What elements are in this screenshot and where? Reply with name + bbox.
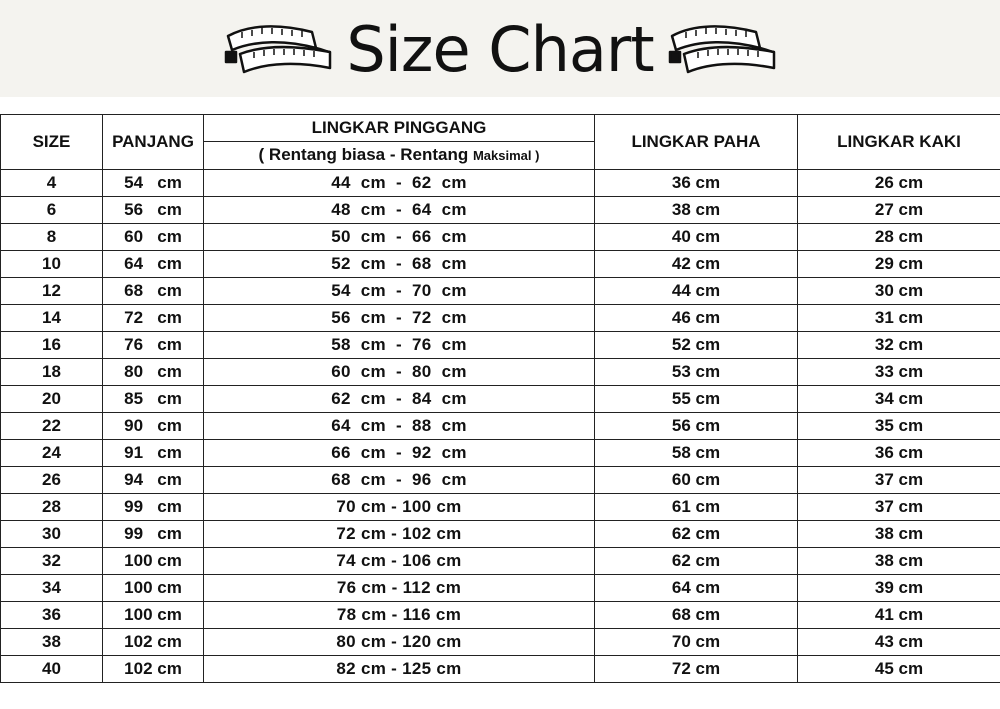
header-lingkar-paha: LINGKAR PAHA: [595, 115, 798, 170]
cell-lingkar-paha: 53 cm: [595, 359, 798, 386]
header-waist-range-note: [204, 142, 595, 170]
cell-lingkar-kaki: 39 cm: [798, 575, 1000, 602]
cell-panjang: 99 cm: [103, 494, 204, 521]
cell-lingkar-paha: 68 cm: [595, 602, 798, 629]
cell-lingkar-paha: 70 cm: [595, 629, 798, 656]
cell-panjang: 102 cm: [103, 656, 204, 683]
cell-lingkar-kaki: 31 cm: [798, 305, 1000, 332]
cell-lingkar-pinggang: 66 cm - 92 cm: [204, 440, 595, 467]
cell-lingkar-kaki: 33 cm: [798, 359, 1000, 386]
cell-lingkar-kaki: 41 cm: [798, 602, 1000, 629]
table-body: [1, 170, 1000, 683]
cell-lingkar-pinggang: 74 cm - 106 cm: [204, 548, 595, 575]
cell-lingkar-paha: 61 cm: [595, 494, 798, 521]
cell-size: 38: [1, 629, 103, 656]
cell-size: 32: [1, 548, 103, 575]
cell-lingkar-kaki: 36 cm: [798, 440, 1000, 467]
cell-lingkar-paha: 62 cm: [595, 521, 798, 548]
cell-panjang: 90 cm: [103, 413, 204, 440]
table-row: [1, 170, 1000, 197]
cell-lingkar-kaki: 37 cm: [798, 467, 1000, 494]
cell-lingkar-kaki: 28 cm: [798, 224, 1000, 251]
cell-size: 14: [1, 305, 103, 332]
cell-lingkar-kaki: 37 cm: [798, 494, 1000, 521]
cell-size: 8: [1, 224, 103, 251]
cell-lingkar-pinggang: 72 cm - 102 cm: [204, 521, 595, 548]
cell-size: 4: [1, 170, 103, 197]
cell-lingkar-pinggang: 78 cm - 116 cm: [204, 602, 595, 629]
cell-size: 40: [1, 656, 103, 683]
cell-lingkar-paha: 72 cm: [595, 656, 798, 683]
cell-lingkar-pinggang: 62 cm - 84 cm: [204, 386, 595, 413]
cell-size: 6: [1, 197, 103, 224]
cell-size: 18: [1, 359, 103, 386]
cell-lingkar-pinggang: 76 cm - 112 cm: [204, 575, 595, 602]
table-row: [1, 413, 1000, 440]
cell-lingkar-paha: 55 cm: [595, 386, 798, 413]
cell-lingkar-paha: 62 cm: [595, 548, 798, 575]
cell-lingkar-paha: 38 cm: [595, 197, 798, 224]
cell-lingkar-kaki: 35 cm: [798, 413, 1000, 440]
cell-lingkar-pinggang: 52 cm - 68 cm: [204, 251, 595, 278]
cell-size: 20: [1, 386, 103, 413]
cell-lingkar-paha: 52 cm: [595, 332, 798, 359]
header-lingkar-pinggang: LINGKAR PINGGANG: [204, 115, 595, 142]
cell-panjang: 85 cm: [103, 386, 204, 413]
table-row: [1, 386, 1000, 413]
cell-lingkar-pinggang: 70 cm - 100 cm: [204, 494, 595, 521]
cell-panjang: 99 cm: [103, 521, 204, 548]
cell-lingkar-kaki: 29 cm: [798, 251, 1000, 278]
cell-size: 36: [1, 602, 103, 629]
cell-lingkar-pinggang: 50 cm - 66 cm: [204, 224, 595, 251]
table-row: [1, 629, 1000, 656]
table-row: [1, 494, 1000, 521]
cell-lingkar-pinggang: 58 cm - 76 cm: [204, 332, 595, 359]
size-chart-table: [0, 114, 1000, 683]
cell-lingkar-paha: 58 cm: [595, 440, 798, 467]
cell-lingkar-pinggang: 44 cm - 62 cm: [204, 170, 595, 197]
cell-panjang: 100 cm: [103, 548, 204, 575]
table-row: [1, 197, 1000, 224]
table-row: [1, 602, 1000, 629]
cell-lingkar-paha: 36 cm: [595, 170, 798, 197]
cell-size: 24: [1, 440, 103, 467]
cell-panjang: 100 cm: [103, 602, 204, 629]
table-row: [1, 278, 1000, 305]
cell-lingkar-kaki: 38 cm: [798, 521, 1000, 548]
measuring-tape-icon: [664, 22, 780, 84]
table-row: [1, 521, 1000, 548]
cell-lingkar-paha: 56 cm: [595, 413, 798, 440]
cell-lingkar-paha: 60 cm: [595, 467, 798, 494]
cell-lingkar-pinggang: 60 cm - 80 cm: [204, 359, 595, 386]
cell-lingkar-pinggang: 68 cm - 96 cm: [204, 467, 595, 494]
page-title: Size Chart: [346, 13, 654, 86]
cell-lingkar-paha: 64 cm: [595, 575, 798, 602]
table-row: [1, 224, 1000, 251]
table-row: [1, 548, 1000, 575]
cell-lingkar-kaki: 32 cm: [798, 332, 1000, 359]
cell-lingkar-pinggang: 56 cm - 72 cm: [204, 305, 595, 332]
cell-lingkar-pinggang: 80 cm - 120 cm: [204, 629, 595, 656]
cell-lingkar-kaki: 45 cm: [798, 656, 1000, 683]
cell-lingkar-kaki: 30 cm: [798, 278, 1000, 305]
cell-panjang: 60 cm: [103, 224, 204, 251]
cell-panjang: 94 cm: [103, 467, 204, 494]
cell-size: 16: [1, 332, 103, 359]
table-row: [1, 305, 1000, 332]
cell-panjang: 68 cm: [103, 278, 204, 305]
cell-lingkar-paha: 40 cm: [595, 224, 798, 251]
cell-panjang: 76 cm: [103, 332, 204, 359]
cell-lingkar-paha: 44 cm: [595, 278, 798, 305]
waist-note-main: ( Rentang biasa - Rentang: [258, 145, 469, 164]
cell-panjang: 72 cm: [103, 305, 204, 332]
cell-panjang: 91 cm: [103, 440, 204, 467]
cell-size: 34: [1, 575, 103, 602]
table-row: [1, 332, 1000, 359]
cell-size: 12: [1, 278, 103, 305]
cell-lingkar-pinggang: 64 cm - 88 cm: [204, 413, 595, 440]
cell-size: 28: [1, 494, 103, 521]
cell-lingkar-paha: 46 cm: [595, 305, 798, 332]
cell-lingkar-paha: 42 cm: [595, 251, 798, 278]
table-row: [1, 440, 1000, 467]
cell-size: 22: [1, 413, 103, 440]
table-row: [1, 656, 1000, 683]
table-row: [1, 251, 1000, 278]
cell-lingkar-kaki: 38 cm: [798, 548, 1000, 575]
cell-lingkar-pinggang: 82 cm - 125 cm: [204, 656, 595, 683]
cell-panjang: 102 cm: [103, 629, 204, 656]
cell-size: 30: [1, 521, 103, 548]
cell-panjang: 54 cm: [103, 170, 204, 197]
header-size: SIZE: [1, 115, 103, 170]
title-banner: [0, 0, 1000, 97]
cell-lingkar-pinggang: 48 cm - 64 cm: [204, 197, 595, 224]
cell-panjang: 64 cm: [103, 251, 204, 278]
cell-panjang: 100 cm: [103, 575, 204, 602]
header-panjang: PANJANG: [103, 115, 204, 170]
table-row: [1, 359, 1000, 386]
cell-size: 10: [1, 251, 103, 278]
table-row: [1, 467, 1000, 494]
cell-lingkar-kaki: 43 cm: [798, 629, 1000, 656]
waist-note-small: Maksimal ): [472, 148, 540, 163]
cell-lingkar-kaki: 27 cm: [798, 197, 1000, 224]
cell-panjang: 80 cm: [103, 359, 204, 386]
header-lingkar-kaki: LINGKAR KAKI: [798, 115, 1000, 170]
cell-size: 26: [1, 467, 103, 494]
cell-lingkar-pinggang: 54 cm - 70 cm: [204, 278, 595, 305]
cell-lingkar-kaki: 34 cm: [798, 386, 1000, 413]
table-row: [1, 575, 1000, 602]
cell-lingkar-kaki: 26 cm: [798, 170, 1000, 197]
cell-panjang: 56 cm: [103, 197, 204, 224]
